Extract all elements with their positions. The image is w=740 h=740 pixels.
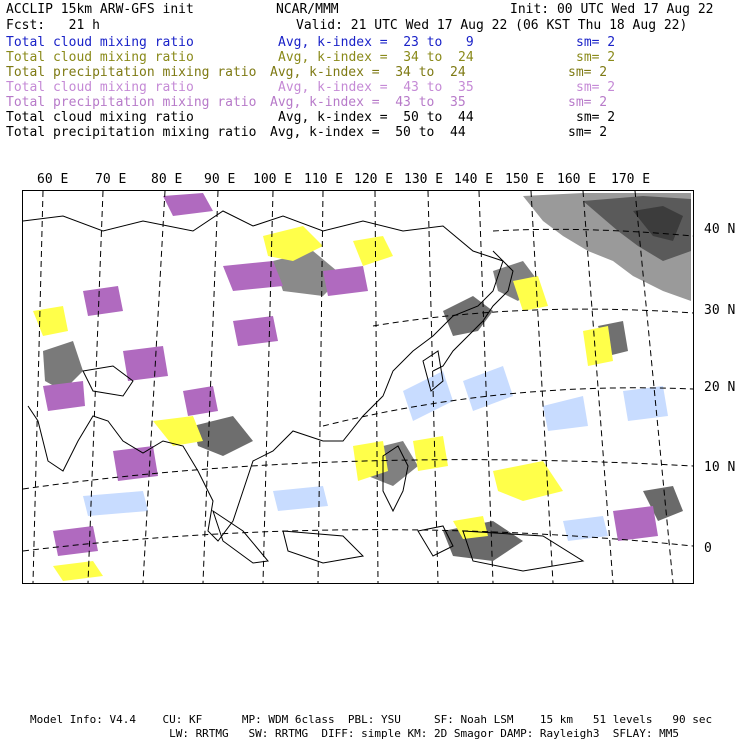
lon-label-90e: 90 E	[204, 172, 236, 187]
lon-label-80e: 80 E	[151, 172, 183, 187]
lon-label-140e: 140 E	[454, 172, 494, 187]
lat-label-0: 0	[704, 541, 712, 556]
lat-label-10n: 10 N	[704, 460, 736, 475]
field-name-1: Total cloud mixing ratio	[6, 35, 194, 50]
lon-label-100e: 100 E	[253, 172, 293, 187]
lat-label-40n: 40 N	[704, 222, 736, 237]
lon-label-120e: 120 E	[354, 172, 394, 187]
field-sm-2: sm= 2	[576, 50, 616, 65]
field-sm-5: sm= 2	[568, 95, 608, 110]
field-sm-3: sm= 2	[568, 65, 608, 80]
field-avg-6: Avg, k-index = 50 to 44	[278, 110, 474, 125]
field-name-3: Total precipitation mixing ratio	[6, 65, 257, 80]
field-avg-4: Avg, k-index = 43 to 35	[278, 80, 474, 95]
field-name-6: Total cloud mixing ratio	[6, 110, 194, 125]
institution-label: NCAR/MMM	[276, 2, 339, 17]
map-canvas	[23, 191, 693, 583]
map-panel	[22, 190, 694, 584]
valid-time: Valid: 21 UTC Wed 17 Aug 22 (06 KST Thu 18 Aug 22)	[296, 18, 688, 33]
field-name-7: Total precipitation mixing ratio	[6, 125, 257, 140]
field-avg-2: Avg, k-index = 34 to 24	[278, 50, 474, 65]
lat-label-30n: 30 N	[704, 303, 736, 318]
field-sm-7: sm= 2	[568, 125, 608, 140]
lon-label-150e: 150 E	[505, 172, 545, 187]
lon-label-130e: 130 E	[404, 172, 444, 187]
lon-label-160e: 160 E	[557, 172, 597, 187]
field-name-2: Total cloud mixing ratio	[6, 50, 194, 65]
forecast-hour: Fcst: 21 h	[6, 18, 100, 33]
run-title: ACCLIP 15km ARW-GFS init	[6, 2, 194, 17]
field-avg-5: Avg, k-index = 43 to 35	[270, 95, 466, 110]
lat-label-20n: 20 N	[704, 380, 736, 395]
model-info-line2: LW: RRTMG SW: RRTMG DIFF: simple KM: 2D Smagor DAMP: Rayleigh3 SFLAY: MM5	[30, 727, 680, 740]
field-name-4: Total cloud mixing ratio	[6, 80, 194, 95]
field-sm-6: sm= 2	[576, 110, 616, 125]
lon-label-110e: 110 E	[304, 172, 344, 187]
field-avg-7: Avg, k-index = 50 to 44	[270, 125, 466, 140]
init-time: Init: 00 UTC Wed 17 Aug 22	[510, 2, 714, 17]
field-sm-4: sm= 2	[576, 80, 616, 95]
lon-label-170e: 170 E	[611, 172, 651, 187]
field-avg-1: Avg, k-index = 23 to 9	[278, 35, 474, 50]
field-avg-3: Avg, k-index = 34 to 24	[270, 65, 466, 80]
lon-label-60e: 60 E	[37, 172, 69, 187]
field-sm-1: sm= 2	[576, 35, 616, 50]
model-info-line1: Model Info: V4.4 CU: KF MP: WDM 6class PBL: YSU SF: Noah LSM 15 km 51 levels 90 sec	[30, 713, 713, 726]
lon-label-70e: 70 E	[95, 172, 127, 187]
field-name-5: Total precipitation mixing ratio	[6, 95, 257, 110]
